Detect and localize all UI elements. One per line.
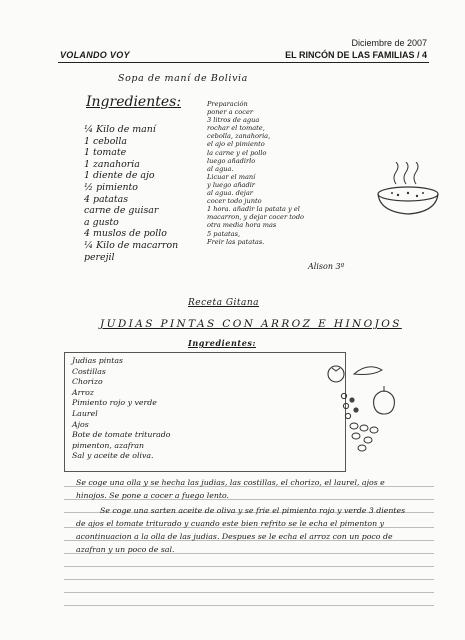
recipe2-ingredients-list xyxy=(72,356,170,462)
preparation-line: la carne y el pollo xyxy=(207,148,267,157)
ingredient-item: 1 diente de ajo xyxy=(84,170,155,182)
preparation-line: rochar el tomate, xyxy=(207,124,265,133)
ingredient-item: ¼ Kilo de maní xyxy=(84,124,156,135)
ingredient-item: Chorizo xyxy=(72,377,103,387)
preparation-line: cebolla, zanahoria, xyxy=(207,132,271,141)
header-date: Diciembre de 2007 xyxy=(351,38,427,48)
preparation-line: Freir las patatas. xyxy=(207,237,265,246)
ingredient-item: Pimiento rojo y verde xyxy=(72,398,157,408)
ingredient-item: 4 muslos de pollo xyxy=(84,228,167,240)
preparation-line: cocer todo junto xyxy=(207,197,262,206)
ingredient-item: perejil xyxy=(84,251,115,263)
recipe2-title: JUDIAS PINTAS CON ARROZ E HINOJOS xyxy=(100,318,402,330)
recipe2-section-title: Receta Gitana xyxy=(188,298,260,308)
recipe1-title: Sopa de maní de Bolivia xyxy=(118,73,248,84)
preparation-line: poner a cocer xyxy=(207,108,254,117)
procedure-paragraph: Se coge una olla y se hecha las judias, las costillas, el chorizo, el laurel, ajos e hinojos. Se pone a cocer a fuego lento. xyxy=(76,478,385,501)
ingredient-item: 1 tomate xyxy=(84,147,127,159)
procedure-paragraph: Se coge una sarten aceite de oliva y se frie el pimiento rojo y verde 3 dientes de ajos el tomate triturado y cuando este bien refrito se le echa el pimenton y acontinuacion a la olla de las judias. Despues se le echa el arroz con un poco de azafran y un poco de sal. xyxy=(76,506,406,555)
preparation-line: macarron, y dejar cocer todo xyxy=(207,213,305,222)
recipe1-ingredients-list xyxy=(84,124,178,263)
preparation-line: Licuar el maní xyxy=(207,172,256,181)
ingredient-item: Costillas xyxy=(72,366,106,376)
header-section-name: VOLANDO VOY xyxy=(60,50,130,60)
recipe1-preparation xyxy=(207,100,304,246)
ingredient-item: Ajos xyxy=(72,419,89,429)
recipe2-ingredients-title: Ingredientes: xyxy=(188,338,257,348)
header-page-title: EL RINCÓN DE LAS FAMILIAS / 4 xyxy=(285,50,427,60)
recipe1-ingredients-title: Ingredientes: xyxy=(86,94,182,110)
ingredient-item: Judias pintas xyxy=(72,356,124,365)
ingredient-item: Sal y aceite de oliva. xyxy=(72,451,154,461)
preparation-line: al agua. xyxy=(207,164,234,173)
preparation-line: 3 litros de agua xyxy=(207,116,260,125)
ingredient-item: a gusto xyxy=(84,216,119,228)
preparation-line: luego añadirlo xyxy=(207,156,256,165)
recipe2-procedure xyxy=(76,476,416,557)
soup-bowl-drawing xyxy=(368,162,448,222)
ingredients-drawing xyxy=(318,362,398,452)
ingredient-item: Laurel xyxy=(72,408,98,418)
preparation-line: y luego añadir xyxy=(207,180,255,189)
preparation-line: 5 patatas, xyxy=(207,229,241,238)
ingredient-item: ½ pimiento xyxy=(84,181,138,193)
preparation-line: al agua. dejar xyxy=(207,189,253,198)
recipe1-signature: Alison 3º xyxy=(308,262,345,271)
ingredient-item: 1 zanahoria xyxy=(84,158,140,170)
preparation-line: Preparación xyxy=(207,100,248,108)
ingredient-item: 1 cebolla xyxy=(84,135,127,147)
ingredient-item: carne de guisar xyxy=(84,205,159,217)
ingredient-item: pimenton, azafran xyxy=(72,440,145,450)
ingredient-item: Bote de tomate triturado xyxy=(72,430,171,440)
ingredient-item: 4 patatas xyxy=(84,193,129,205)
ingredient-item: ¼ Kilo de macarron xyxy=(84,239,179,251)
ingredient-item: Arroz xyxy=(72,387,94,397)
preparation-line: otra media hora mas xyxy=(207,221,277,230)
preparation-line: el ajo el pimiento xyxy=(207,140,265,149)
preparation-line: 1 hora. añadir la patata y el xyxy=(207,205,300,214)
header-rule xyxy=(58,62,429,63)
